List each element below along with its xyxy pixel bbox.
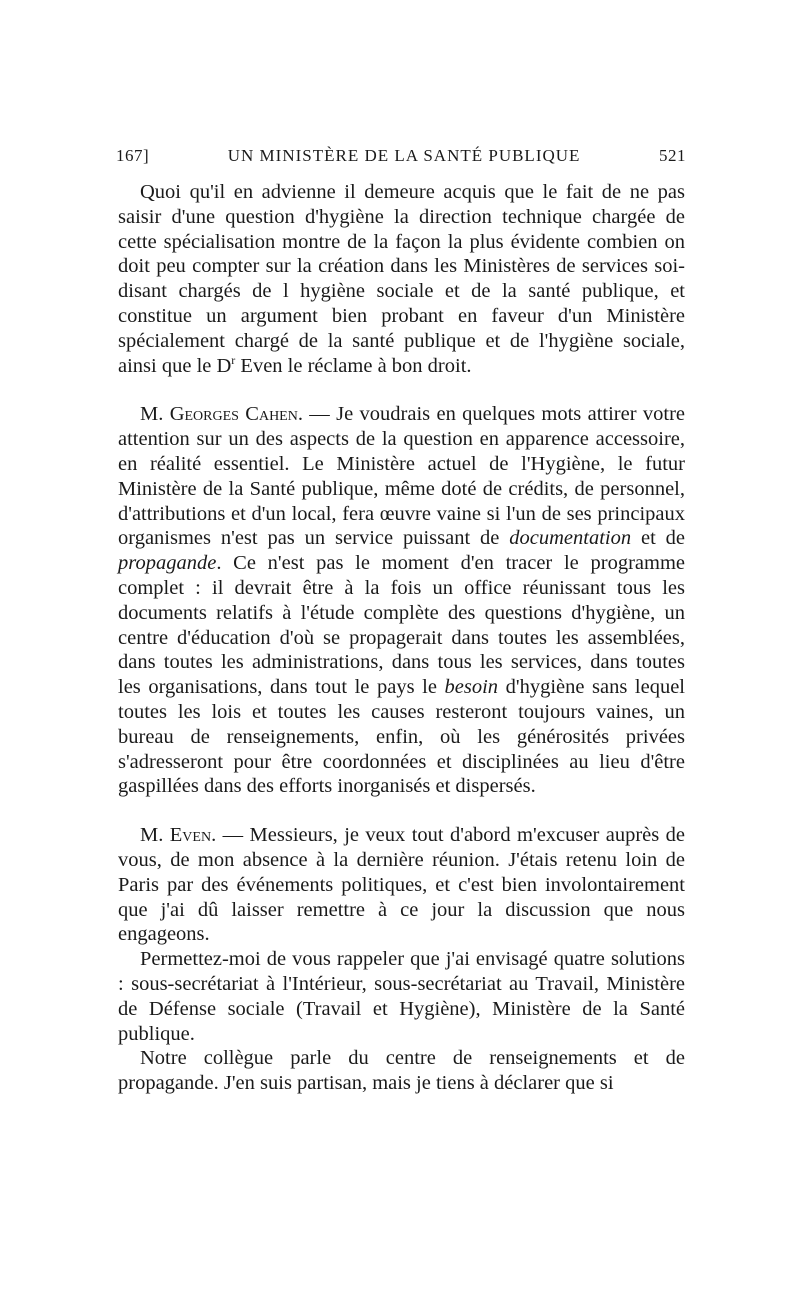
paragraph-cahen: M. Georges Cahen. — Je voudrais en quelques mots attirer votre attention sur un des aspects de la question en apparence accessoire, en réalité essentiel. Le Ministère actuel de l'Hygiène, le futur Ministère de la Santé publique, même doté de crédits, de personnel, d'attributions et d'un local, fera œuvre vaine si l'un de ses principaux organismes n'est pas un service puissant de documentation et de propagande. Ce n'est pas le moment d'en tracer le programme complet : il devrait être à la fois un office réunissant tous les documents relatifs à l'étude complète des questions d'hygiène, un centre d'éducation d'où se propagerait dans toutes les assemblées, dans toutes les administrations, dans tous les services, dans toutes les organisations, dans tout le pays le besoin d'hygiène sans lequel toutes les lois et toutes les causes resteront toujours vaines, un bureau de renseignements, enfin, où les générosités privées s'adresseront pour être coordonnées et disciplinées au lieu d'être gaspillées dans des efforts inorganisés et dispersés. bbox=[118, 403, 686, 798]
section-number: 167] bbox=[116, 146, 150, 165]
running-title: UN MINISTÈRE DE LA SANTÉ PUBLIQUE bbox=[227, 146, 581, 165]
paragraph-solutions: Permettez-moi de vous rappeler que j'ai envisagé quatre solutions : sous-secrétariat à l'Intérieur, sous-secrétariat au Travail, Ministère de Défense sociale (Travail et Hygiène), Ministère de la Santé publique. bbox=[118, 948, 685, 1045]
speaker-name: M. Georges Cahen. bbox=[140, 403, 303, 426]
paragraph-even: M. Even. — Messieurs, je veux tout d'abord m'excuser auprès de vous, de mon absence à la dernière réunion. J'étais retenu loin de Paris par des événements politiques, et c'est bien involontairement que j'ai dû laisser remettre à ce jour la discussion que nous engageons. bbox=[118, 824, 685, 946]
speaker-name: M. Even. bbox=[140, 824, 217, 847]
running-header bbox=[116, 146, 686, 166]
emphasis-propagande: propagande bbox=[118, 552, 217, 575]
paragraph-propagande: Notre collègue parle du centre de renseignements et de propagande. J'en suis partisan, mais je tiens à déclarer que si bbox=[118, 1047, 685, 1095]
body-text bbox=[118, 180, 685, 1096]
emphasis-besoin: besoin bbox=[444, 676, 499, 699]
page-number: 521 bbox=[658, 146, 686, 165]
paragraph-1: Quoi qu'il en advienne il demeure acquis que le fait de ne pas saisir d'une question d'hygiène la direction technique chargée de cette spécialisation montre de la façon la plus évidente combien on doit peu compter sur la création dans les Ministères de services soi-disant chargés de l hygiène sociale et de la santé publique, et constitue un argument bien probant en faveur d'un Ministère spécialement chargé de la santé publique et de l'hygiène sociale, ainsi que le $D^r$ Even le réclame à bon droit. bbox=[118, 181, 685, 377]
superscript-r: r bbox=[231, 352, 236, 367]
emphasis-documentation: documentation bbox=[509, 527, 632, 550]
